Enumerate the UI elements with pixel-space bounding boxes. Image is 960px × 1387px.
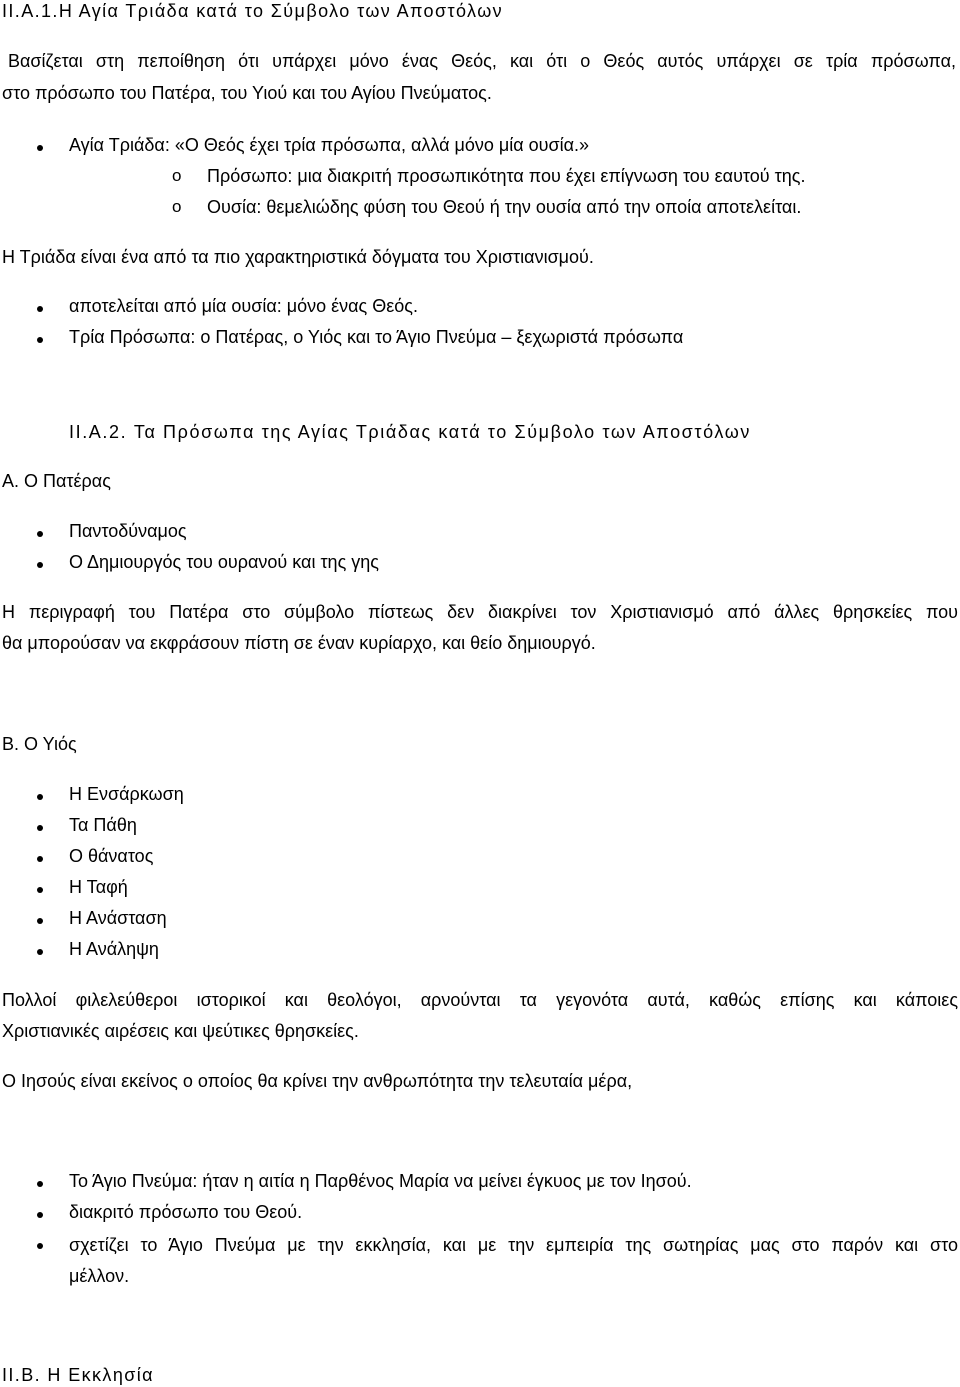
father-para-line-1: Η περιγραφή του Πατέρα στο σύμβολο πίστεως δεν διακρίνει τον Χριστιανισμό από άλλες θρησκείες που [2, 602, 958, 622]
son-title: Β. Ο Υιός [2, 734, 77, 754]
bullet-dot [37, 918, 43, 924]
sub-bullet-marker: o [172, 166, 182, 185]
sub-bullet-essence: Ουσία: θεμελιώδης φύση του Θεού ή την ουσία από την οποία αποτελείται. [207, 197, 802, 217]
dogma-bullet-2: Τρία Πρόσωπα: ο Πατέρας, ο Υιός και το Άγιο Πνεύμα – ξεχωριστά πρόσωπα [69, 327, 684, 347]
section-heading-3: II.Β. Η Εκκλησία [2, 1365, 154, 1385]
section-heading-2: II.A.2. Τα Πρόσωπα της Αγίας Τριάδας κατά το Σύμβολο των Αποστόλων [69, 422, 751, 442]
spirit-bullet-3-line-1: σχετίζει το Άγιο Πνεύμα με την εκκλησία, και με την εμπειρία της σωτηρίας μας στο παρόν και στο [69, 1235, 958, 1255]
intro-line-1: Βασίζεται στη πεποίθηση ότι υπάρχει μόνο ένας Θεός, και ότι ο Θεός αυτός υπάρχει σε τρία πρόσωπα, [8, 51, 956, 71]
bullet-dot [37, 1181, 43, 1187]
father-bullet-2: Ο Δημιουργός του ουρανού και της γης [69, 552, 379, 572]
son-judge-line: Ο Ιησούς είναι εκείνος ο οποίος θα κρίνει την ανθρωπότητα την τελευταία μέρα, [2, 1071, 633, 1091]
section-heading-1: II.A.1.Η Αγία Τριάδα κατά το Σύμβολο των Αποστόλων [2, 1, 504, 21]
bullet-dot [37, 887, 43, 893]
son-bullet-3: Ο θάνατος [69, 846, 154, 866]
spirit-bullet-2: διακριτό πρόσωπο του Θεού. [69, 1202, 303, 1222]
dogma-line: Η Τριάδα είναι ένα από τα πιο χαρακτηριστικά δόγματα του Χριστιανισμού. [2, 247, 594, 267]
bullet-dot [37, 1212, 43, 1218]
son-bullet-2: Τα Πάθη [69, 815, 137, 835]
bullet-dot [37, 306, 43, 312]
bullet-dot [37, 794, 43, 800]
son-para-line-1: Πολλοί φιλελεύθεροι ιστορικοί και θεολόγοι, αρνούνται τα γεγονότα αυτά, καθώς επίσης και κάποιες [2, 990, 958, 1010]
son-bullet-5: Η Ανάσταση [69, 908, 167, 928]
bullet-dot [37, 825, 43, 831]
sub-bullet-marker: o [172, 197, 182, 216]
father-bullet-1: Παντοδύναμος [69, 521, 187, 541]
intro-line-2: στο πρόσωπο του Πατέρα, του Υιού και του Αγίου Πνεύματος. [2, 83, 492, 103]
son-bullet-1: Η Ενσάρκωση [69, 784, 184, 804]
sub-bullet-person: Πρόσωπο: μια διακριτή προσωπικότητα που έχει επίγνωση του εαυτού της. [207, 166, 806, 186]
bullet-dot [37, 949, 43, 955]
bullet-dot [37, 1243, 43, 1249]
bullet-dot [37, 856, 43, 862]
bullet-dot [37, 145, 43, 151]
son-bullet-6: Η Ανάληψη [69, 939, 159, 959]
spirit-bullet-3-line-2: μέλλον. [69, 1266, 130, 1286]
father-para-line-2: θα μπορούσαν να εκφράσουν πίστη σε έναν κυρίαρχο, και θείο δημιουργό. [2, 633, 596, 653]
son-para-line-2: Χριστιανικές αιρέσεις και ψεύτικες θρησκείες. [2, 1021, 359, 1041]
trinity-bullet: Αγία Τριάδα: «Ο Θεός έχει τρία πρόσωπα, αλλά μόνο μία ουσία.» [69, 135, 590, 155]
bullet-dot [37, 562, 43, 568]
bullet-dot [37, 337, 43, 343]
bullet-dot [37, 531, 43, 537]
spirit-bullet-1: Το Άγιο Πνεύμα: ήταν η αιτία η Παρθένος Μαρία να μείνει έγκυος με τον Ιησού. [69, 1171, 692, 1191]
son-bullet-4: Η Ταφή [69, 877, 128, 897]
father-title: Α. Ο Πατέρας [2, 471, 111, 491]
dogma-bullet-1: αποτελείται από μία ουσία: μόνο ένας Θεός. [69, 296, 418, 316]
